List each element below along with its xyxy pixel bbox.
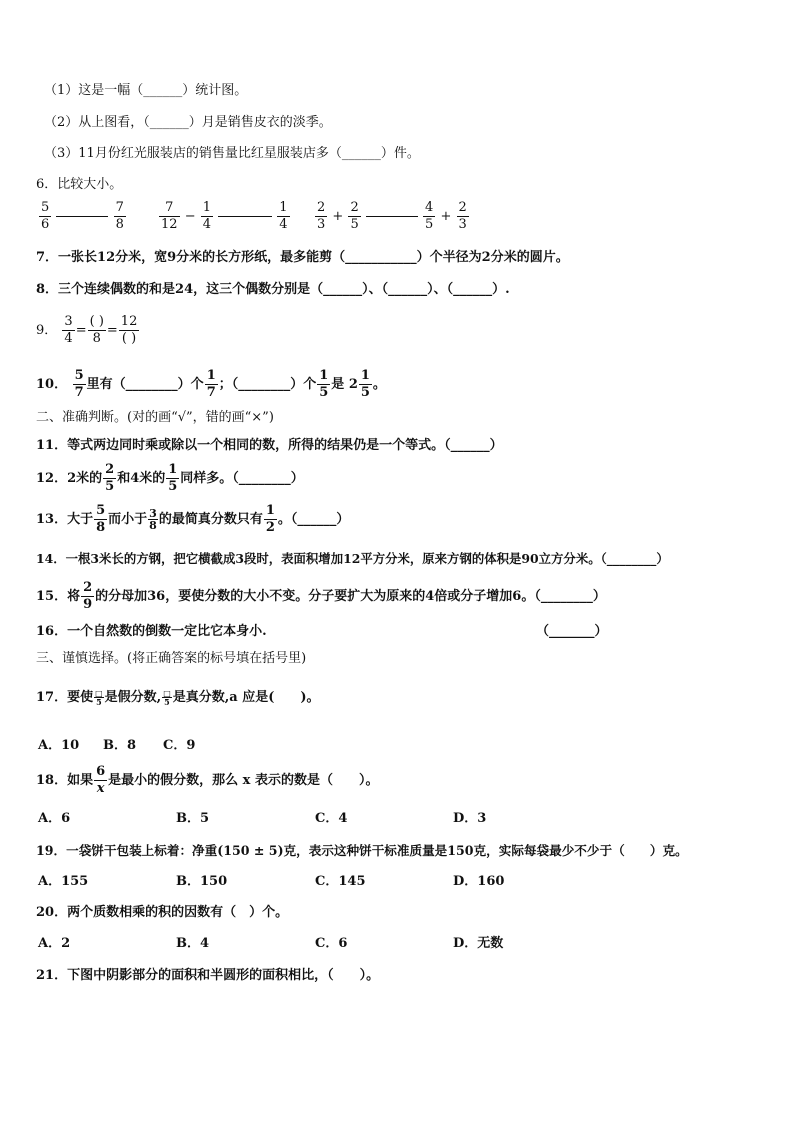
q6-expr2: $\frac{7}{12}$ − $\frac{1}{4}$ $\frac{1}{4}$ <box>161 200 288 232</box>
q18-option-c[interactable]: C．4 <box>315 811 348 826</box>
q19-option-b[interactable]: B．150 <box>176 874 228 889</box>
fraction: $\frac{□}{5}$ <box>95 688 103 707</box>
answer-blank <box>218 216 272 217</box>
fraction: $\frac{1}{5}$ <box>319 368 329 400</box>
q17-option-c[interactable]: C．9 <box>163 738 196 753</box>
q13: 13．大于 $\frac{5}{8}$ 而小于 $\frac{3}{8}$ 的最简真分数只有 $\frac{1}{2}$ 。（______） <box>36 503 350 535</box>
q20-option-d[interactable]: D．无数 <box>453 936 504 951</box>
fraction: $\frac{2}{3}$ <box>317 200 326 232</box>
q16: 16．一个自然数的倒数一定比它本身小. <box>36 624 267 639</box>
fraction: $\frac{1}{2}$ <box>265 503 275 535</box>
q15: 15．将 $\frac{2}{9}$ 的分母加36，要使分数的大小不变。分子要扩大为原来的4倍或分子增加6。（________） <box>36 580 606 612</box>
fraction: $\frac{2}{5}$ <box>350 200 359 232</box>
fraction: $\frac{12}{( )}$ <box>120 314 138 346</box>
q5-sub1: （1）这是一幅（______）统计图。 <box>44 83 248 98</box>
fraction: $\frac{1}{4}$ <box>202 200 212 232</box>
q5-sub3: （3）11月份红光服装店的销售量比红星服装店多（______）件。 <box>44 146 420 161</box>
q11: 11．等式两边同时乘或除以一个相同的数，所得的结果仍是一个等式。（______） <box>36 438 503 453</box>
fraction: $\frac{6}{x}$ <box>96 764 106 796</box>
q19-option-c[interactable]: C．145 <box>315 874 366 889</box>
fraction: $\frac{3}{4}$ <box>64 314 73 346</box>
q6-expr1 <box>38 200 127 233</box>
q19-option-a[interactable]: A．155 <box>38 874 89 889</box>
section-3-heading: 三、谨慎选择。(将正确答案的标号填在括号里) <box>36 651 307 666</box>
q20-option-b[interactable]: B．4 <box>176 936 210 951</box>
q12: 12．2米的 $\frac{2}{5}$ 和4米的 $\frac{1}{5}$ 同样多。（________） <box>36 462 304 494</box>
fraction: $\frac{1}{4}$ <box>279 200 288 232</box>
fraction: $\frac{3}{8}$ <box>149 507 157 532</box>
q10: 10． $\frac{5}{7}$ 里有（________）个 $\frac{1}{7}$ ；（________）个 $\frac{1}{5}$ 是 2 $\frac{1}{5}$ 。 <box>36 368 386 400</box>
fraction: $\frac{5}{6}$ <box>41 200 50 232</box>
q17: 17．要使 $\frac{□}{5}$ 是假分数, $\frac{□}{5}$ 是真分数,a 应是( )。 <box>36 688 320 707</box>
answer-blank <box>366 216 418 217</box>
fraction: $\frac{□}{5}$ <box>163 688 171 707</box>
answer-blank <box>56 216 108 217</box>
q17-option-a[interactable]: A．10 <box>38 738 80 753</box>
fraction: $\frac{7}{8}$ <box>115 200 124 232</box>
q19-option-d[interactable]: D．160 <box>453 874 505 889</box>
q18-option-a[interactable]: A．6 <box>38 811 71 826</box>
q7: 7．一张长12分米，宽9分米的长方形纸，最多能剪（___________）个半径为2分米的圆片。 <box>36 250 569 265</box>
q6-title: 6．比较大小。 <box>36 177 123 192</box>
fraction: $\frac{7}{12}$ <box>161 200 178 232</box>
q6-expr3: $\frac{2}{3}$ + $\frac{2}{5}$ $\frac{4}{5}$ + $\frac{2}{3}$ <box>317 200 467 232</box>
fraction: $\frac{5}{7}$ <box>74 368 84 400</box>
q21: 21．下图中阴影部分的面积和半圆形的面积相比，（ ）。 <box>36 968 380 983</box>
q18-option-b[interactable]: B．5 <box>176 811 210 826</box>
q16-blank: （_______） <box>536 624 608 639</box>
fraction: $\frac{2}{5}$ <box>105 462 115 494</box>
q20-option-c[interactable]: C．6 <box>315 936 348 951</box>
section-2-heading: 二、准确判断。(对的画“√”，错的画“×”) <box>36 410 274 425</box>
q5-sub2: （2）从上图看，（______）月是销售皮衣的淡季。 <box>44 115 332 130</box>
q18-option-d[interactable]: D．3 <box>453 811 487 826</box>
fraction: $\frac{2}{9}$ <box>83 580 93 612</box>
q20: 20．两个质数相乘的积的因数有（ ）个。 <box>36 905 289 920</box>
fraction: $\frac{2}{3}$ <box>458 200 467 232</box>
fraction: $\frac{1}{7}$ <box>206 368 216 400</box>
q9: 9． $\frac{3}{4}$ = $\frac{( )}{8}$ = $\frac{12}{( )}$ <box>36 314 138 346</box>
q17-option-b[interactable]: B．8 <box>103 738 137 753</box>
fraction: $\frac{1}{5}$ <box>360 368 370 400</box>
q14: 14．一根3米长的方钢，把它横截成3段时，表面积增加12平方分米，原来方钢的体积是90立方分米。（________） <box>36 551 669 566</box>
q20-option-a[interactable]: A．2 <box>38 936 71 951</box>
fraction: $\frac{( )}{8}$ <box>89 314 104 346</box>
q8: 8．三个连续偶数的和是24，这三个偶数分别是（______）、（______）、（______）. <box>36 282 510 297</box>
q18: 18．如果 $\frac{6}{x}$ 是最小的假分数，那么 x 表示的数是（ ）。 <box>36 764 379 796</box>
fraction: $\frac{4}{5}$ <box>425 200 434 232</box>
q19: 19．一袋饼干包装上标着：净重(150 ± 5)克，表示这种饼干标准质量是150克，实际每袋最少不少于（ ）克。 <box>36 843 688 858</box>
fraction: $\frac{5}{8}$ <box>96 503 106 535</box>
fraction: $\frac{1}{5}$ <box>168 462 178 494</box>
